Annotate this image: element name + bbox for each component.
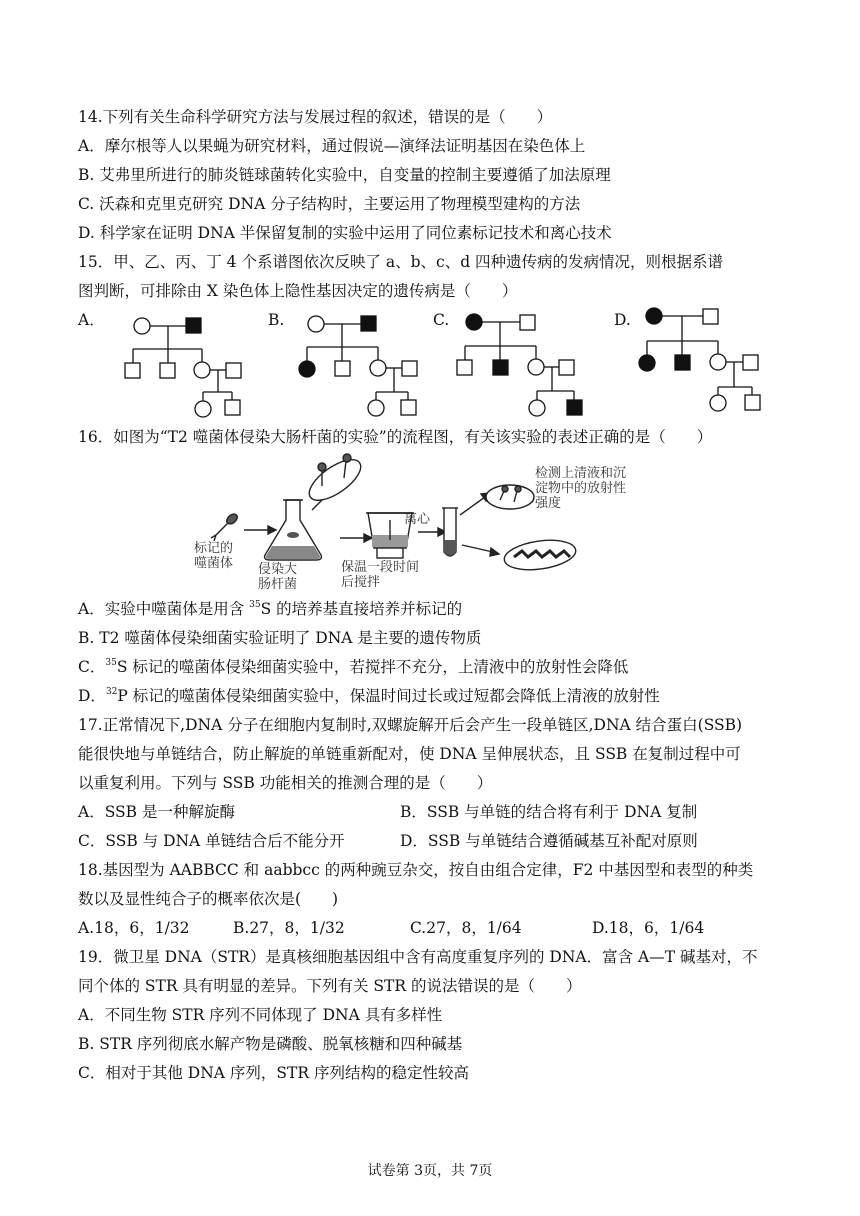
pedigree-label-c: C. [433, 311, 450, 329]
figure-label-infect: 侵染大肠杆菌 [258, 562, 298, 592]
q17-option-c: C．SSB 与 DNA 单链结合后不能分开 [78, 832, 345, 850]
bacterium-infected-icon [303, 452, 367, 508]
q18-option-b: B.27，8，1/32 [233, 919, 345, 937]
q16-option-d: D．$^{32}$P 标记的噬菌体侵染细菌实验中，保温时间过长或过短都会降低上清液的放射性 [78, 687, 660, 705]
figure-label-incubate: 保温一段时间后搅拌 [341, 560, 420, 590]
q18-option-c: C.27，8，1/64 [410, 919, 522, 937]
q14-option-a: A．摩尔根等人以果蝇为研究材料，通过假说—演绎法证明基因在染色体上 [78, 137, 586, 155]
q17-line3: 以重复利用。下列与 SSB 功能相关的推测合理的是（ ） [78, 774, 493, 792]
q18-line1: 18.基因型为 AABBCC 和 aabbcc 的两种豌豆杂交，按自由组合定律，F2 中基因型和表型的种类 [78, 861, 754, 879]
q14-option-d: D. 科学家在证明 DNA 半保留复制的实验中运用了同位素标记技术和离心技术 [78, 224, 612, 242]
q17-option-d: D．SSB 与单链结合遵循碱基互补配对原则 [400, 832, 698, 850]
precipitate-result-icon [502, 536, 577, 574]
pedigree-label-a: A． [78, 311, 105, 329]
q19-option-b: B. STR 序列彻底水解产物是磷酸、脱氧核糖和四种碱基 [78, 1035, 463, 1053]
q17-line1: 17.正常情况下,DNA 分子在细胞内复制时,双螺旋解开后会产生一段单链区,DNA 结合蛋白(SSB) [78, 716, 743, 734]
figure-label-centrifuge: 离心 [404, 512, 431, 527]
q17-option-b: B．SSB 与单链的结合将有利于 DNA 复制 [400, 803, 698, 821]
q16-stem: 16．如图为“T2 噬菌体侵染大肠杆菌的实验”的流程图，有关该实验的表述正确的是（ ） [78, 428, 713, 446]
q18-line2: 数以及显性纯合子的概率依次是( ) [78, 890, 339, 908]
q16-option-b: B. T2 噬菌体侵染细菌实验证明了 DNA 是主要的遗传物质 [78, 629, 482, 647]
pedigree-label-b: B. [268, 311, 285, 329]
figure-label-labeled-phage: 标记的噬菌体 [194, 541, 234, 571]
q17-line2: 能很快地与单链结合，防止解旋的单链重新配对，使 DNA 呈伸展状态，且 SSB 在复制过程中可 [78, 745, 741, 763]
q17-option-a: A．SSB 是一种解旋酶 [78, 803, 235, 821]
pedigree-label-d: D. [614, 311, 631, 329]
q14-stem: 14.下列有关生命科学研究方法与发展过程的叙述，错误的是（ ） [78, 108, 553, 126]
q16-option-a: A．实验中噬菌体是用含 $^{35}$S 的培养基直接培养并标记的 [78, 600, 463, 618]
q19-line2: 同个体的 STR 具有明显的差异。下列有关 STR 的说法错误的是（ ） [78, 977, 582, 995]
phage-icon [211, 512, 239, 541]
test-tube-icon [442, 508, 458, 556]
q19-option-a: A．不同生物 STR 序列不同体现了 DNA 具有多样性 [78, 1006, 443, 1024]
q15-stem-line2: 图判断，可排除由 X 染色体上隐性基因决定的遗传病是（ ） [78, 282, 518, 300]
q19-line1: 19．微卫星 DNA（STR）是真核细胞基因组中含有高度重复序列的 DNA．富含 A—T 碱基对，不 [78, 948, 758, 966]
q19-option-c: C．相对于其他 DNA 序列，STR 序列结构的稳定性较高 [78, 1064, 469, 1082]
q18-option-d: D.18，6，1/64 [592, 919, 705, 937]
q18-option-a: A.18，6，1/32 [78, 919, 190, 937]
figure-label-detect: 检测上清液和沉淀物中的放射性强度 [535, 466, 627, 511]
supernatant-result-icon [486, 485, 534, 509]
q14-option-b: B. 艾弗里所进行的肺炎链球菌转化实验中，自变量的控制主要遵循了加法原理 [78, 166, 611, 184]
q16-option-c: C．$^{35}$S 标记的噬菌体侵染细菌实验中，若搅拌不充分，上清液中的放射性会降低 [78, 658, 629, 676]
q15-stem-line1: 15．甲、乙、丙、丁 4 个系谱图依次反映了 a、b、c、d 四种遗传病的发病情况，则根据系谱 [78, 253, 724, 271]
page-footer: 试卷第 3页，共 7页 [367, 1163, 493, 1179]
q14-option-c: C. 沃森和克里克研究 DNA 分子结构时，主要运用了物理模型建构的方法 [78, 195, 581, 213]
